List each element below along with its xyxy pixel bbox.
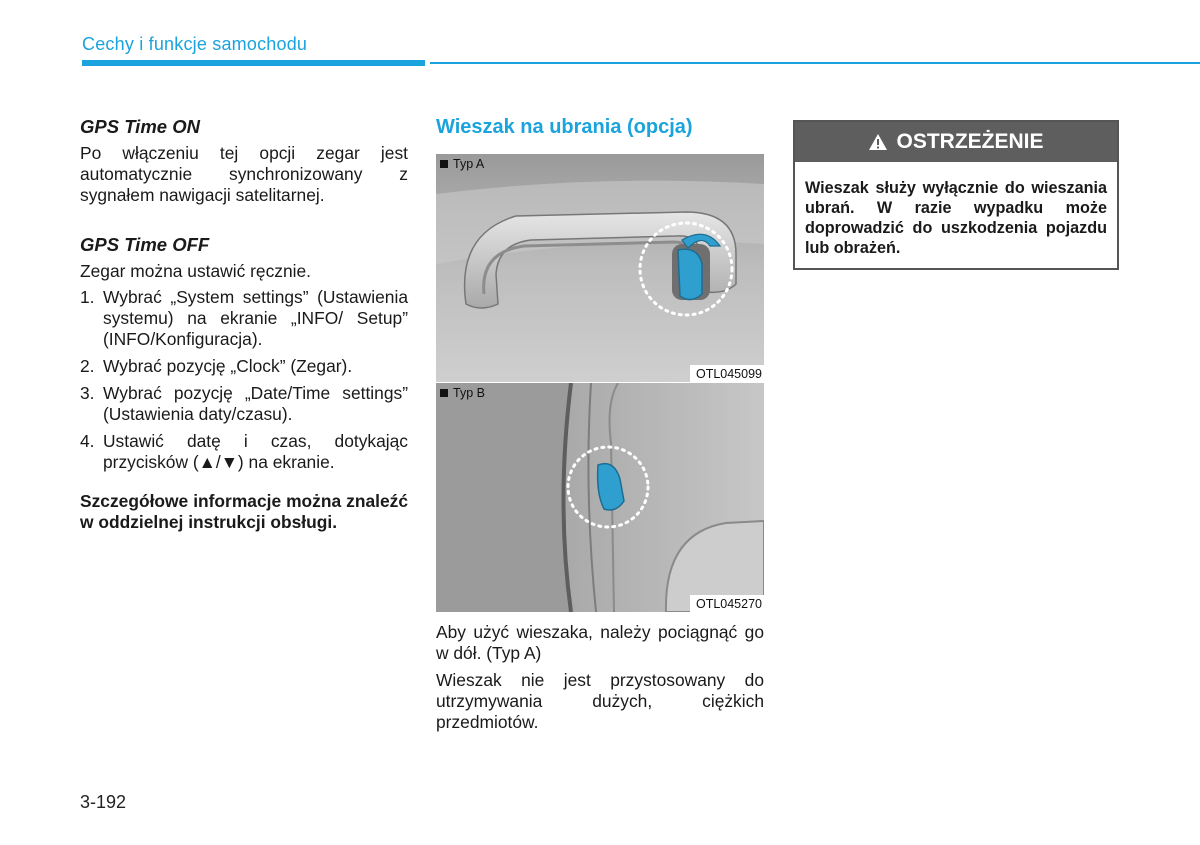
figure-type-a <box>436 154 764 382</box>
figure-code: OTL045270 <box>690 595 764 612</box>
list-item: 1. Wybrać „System settings” (Ustawienia systemu) na ekranie „INFO/ Setup” (INFO/Konfiguracja). <box>80 287 408 349</box>
gps-off-intro: Zegar można ustawić ręcznie. <box>80 261 312 281</box>
limitation-paragraph: Wieszak nie jest przystosowany do utrzymywania dużych, ciężkich przedmiotów. <box>436 670 764 732</box>
section-title: Wieszak na ubrania (opcja) <box>436 116 693 138</box>
figure-code: OTL045099 <box>690 365 764 382</box>
header-rule <box>430 62 1200 64</box>
gps-off-heading: GPS Time OFF <box>80 234 210 255</box>
warning-header <box>795 122 1117 162</box>
page-number: 3-192 <box>80 792 127 812</box>
hanger-text <box>436 622 764 739</box>
gps-on-heading: GPS Time ON <box>80 116 200 137</box>
header-accent-bar <box>82 60 425 66</box>
list-item: 4. Ustawić datę i czas, dotykając przycisków (▲/▼) na ekranie. <box>80 431 408 472</box>
warning-text: Wieszak służy wyłącznie do wieszania ubrań. W razie wypadku może doprowadzić do uszkodzenia pojazdu lub obrażeń. <box>805 179 1107 257</box>
coat-hook-type-a-illustration <box>436 154 764 382</box>
warning-box <box>793 120 1119 270</box>
warning-triangle-icon <box>868 133 888 151</box>
running-header: Cechy i funkcje samochodu <box>82 34 308 54</box>
warning-title: OSTRZEŻENIE <box>896 130 1044 153</box>
manual-note: Szczegółowe informacje można znaleźć w oddzielnej instrukcji obsługi. <box>80 491 408 532</box>
steps-list <box>80 287 408 473</box>
list-item: 2. Wybrać pozycję „Clock” (Zegar). <box>80 356 353 376</box>
coat-hook-type-b-illustration <box>436 383 764 612</box>
gps-on-text: Po włączeniu tej opcji zegar jest automatycznie synchronizowany z sygnałem nawigacji satelitarnej. <box>80 143 408 205</box>
usage-paragraph: Aby użyć wieszaka, należy pociągnąć go w dół. (Typ A) <box>436 622 764 663</box>
figure-tag: Typ B <box>440 386 485 400</box>
figure-tag: Typ A <box>440 157 484 171</box>
figure-type-b <box>436 383 764 612</box>
list-item: 3. Wybrać pozycję „Date/Time settings” (Ustawienia daty/czasu). <box>80 383 408 424</box>
left-column <box>80 116 408 533</box>
